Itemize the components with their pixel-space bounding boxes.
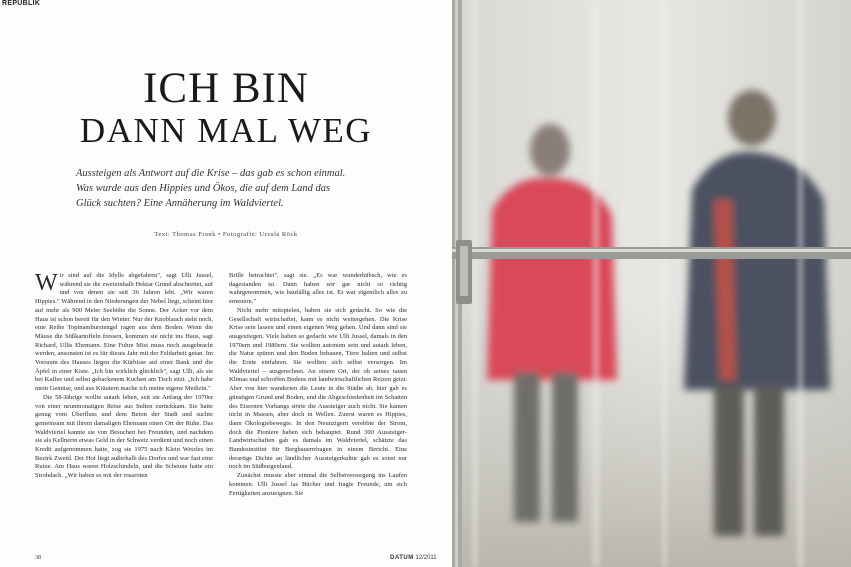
body-paragraph: Brille betrachtet", sagt sie. „Es war wunderhübsch, wie es dagestanden ist. Dann haben wir gar nicht so richtig wahrgenommen, wie baufällig alles ist. Es war eigentlich alles zu erneuern." (229, 272, 407, 306)
headline-line-1: ICH BIN (143, 65, 309, 112)
magazine-name: DATUM (390, 555, 414, 561)
lead-line: Glück suchten? Eine Annäherung im Waldviertel. (76, 198, 284, 209)
body-paragraph (35, 272, 213, 394)
lead-line: Was wurde aus den Hippies und Ökos, die auf dem Land das (76, 183, 331, 194)
body-column-2 (229, 272, 407, 498)
body-paragraph: Die 58-Jährige wollte autark leben, seit sie Anfang der 1970er von einer neunmonatigen Reise aus Indien zurückkam. Sie hatte genug vom Überfluss und dem Beton der Stadt und suchte gemeinsam mit ihrem damaligen Ehemann einen Ort der Ruhe. Das Waldviertel kannte sie von Besuchen bei Freunden, und nachdem sie als Kellnerin etwas Geld in der Schweiz verdient und noch einen Kredit aufgenommen hatte, zog sie 1975 nach Klein Wetzles im Bezirk Zwettl. Der Hof liegt außerhalb des Dorfes und war fast eine Ruine. Am Haus waren Holzschindeln, und die Scheune hatte ein Strohdach. „Wir haben es mit der rosaroten (35, 393, 213, 480)
headline-line-2: DANN MAL WEG (79, 111, 373, 150)
drop-cap: W (35, 270, 58, 296)
magazine-folio (390, 555, 437, 561)
body-column-1 (35, 272, 213, 481)
photo-people-behind-foil (452, 0, 851, 567)
body-paragraph: Zunächst musste aber einmal die Selbstversorgung ins Laufen kommen. Ulli Jussel las Bücher und fragte Freunde, um sich Fertigkeiten anzueignen. Sie (229, 472, 407, 497)
right-page-photo (452, 0, 851, 567)
body-paragraph: Nicht mehr mitspielen, haben sie sich gedacht. So wie die Gesellschaft wirtschaftet, kann es nicht weitergehen. Die Krise Krise sein lassen und einen eigenen Weg gehen. Und dann sind sie ausgestiegen. Viele haben so gedacht wie Ulli Jussel, damals in den 1970ern und 1980ern. Sie wollten autonom sein und autark leben, die Natur spüren und den Boden bebauen, Tiere halten und selbst die Ernte einfahren. Sie wollten sich selbst versorgen. Im Waldviertel – ausgerechnet. An einem Ort, der ob seines rauen Klimas und schroffen Bodens mit landwirtschaftlichen Reizen geizt. Aber von hier wanderten die Leute in die Städte ab, hier gab es günstigen Grund und Boden, und die Abgeschiedenheit im Schatten des Eisernen Vorhangs störte die Aussteiger auch nicht. Sie kamen nicht in Massen, aber doch in Wellen. Zuerst waren es Hippies, dann Ökologiebewegte. In den Neunzigern verebbte der Strom, doch die Pioniere haben sich behauptet. Rund 300 Aussteiger-Landwirtschaften gab es damals im Waldviertel, schätzte das Bundesinstitut für Bergbauernfragen in einem Bericht. Eine derartige Dichte an ländlicher Aussteigerkultur gab es sonst nur noch im Südburgenland. (229, 306, 407, 471)
section-label: REPUBLIK (2, 0, 41, 7)
lead-paragraph (76, 166, 396, 211)
byline-credits: Text: Thomas Frank • Fotografie: Ursula Röck (154, 231, 298, 238)
issue-date: 12/2011 (415, 555, 437, 561)
body-text: ir sind auf die Idylle abgefahren", sagt Ulli Jussel, während sie die zweieinhalb Hektar Grund abschreitet, auf und von denen sie seit 36 Jahren lebt. „Wir waren Hippies." Während in den Niederungen der Nebel liegt, scheint hier auf mehr als 900 Meter Seehöhe die Sonne. Der Acker vor dem Haus ist schon bereit für den Winter. Nur der Knoblauch steht noch, eine Reihe Topinamburstengel ragen aus dem Boden. Wenn die Mäuse die Süßkartoffeln fressen, kommen sie nicht ins Haus, sagt Richard, Ullis Ehemann. Eine Fuhre Mist muss noch ausgebracht werden, ansonsten ist es für dieses Jahr mit der Feldarbeit getan. Im Vorraum des Hauses liegen die Kürbisse auf einer Bank und die Äpfel in einer Kiste. „Ich bin wirklich glücklich", sagt Ulli, als sie bei Kaffee und selbst gebackenem Kuchen am Tisch sitzt. „Ich habe mein Gemüse, und aus Kräutern mache ich meine eigene Medizin." (35, 272, 213, 393)
lead-line: Aussteigen als Antwort auf die Krise – das gab es schon einmal. (76, 168, 346, 179)
page-number: 38 (35, 555, 41, 561)
